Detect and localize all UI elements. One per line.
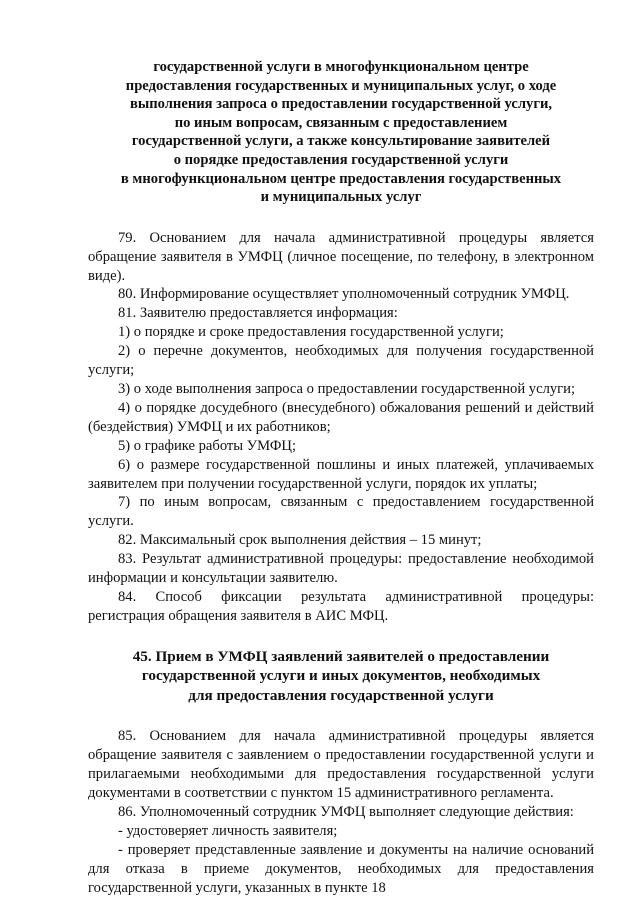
heading-line: о порядке предоставления государственной услуги	[173, 151, 509, 168]
paragraph-80: 80. Информирование осуществляет уполномоченный сотрудник УМФЦ.	[118, 286, 570, 303]
paragraph-86: 86. Уполномоченный сотрудник УМФЦ выполняет следующие действия:	[118, 803, 574, 820]
heading-line: выполнения запроса о предоставлении государственной услуги,	[129, 96, 553, 113]
heading-line: государственной услуги, а также консультирование заявителей	[131, 133, 551, 150]
document-page	[88, 58, 594, 897]
info-list-item: 3) о ходе выполнения запроса о предоставлении государственной услуги;	[118, 381, 576, 397]
action-list-item: - удостоверяет личность заявителя;	[118, 822, 338, 839]
heading-line: предоставления государственных и муниципальных услуг, о ходе	[125, 77, 557, 94]
section-heading-consultation	[88, 58, 594, 207]
paragraph-83: 83. Результат административной процедуры: предоставление необходимой информации и консультации заявителю.	[88, 551, 594, 587]
heading-line: для предоставления государственной услуги	[188, 686, 494, 704]
paragraph-85: 85. Основанием для начала административной процедуры является обращение заявителя с заявлением о предоставлении государственной услуги и прилагаемыми необходимыми для предоставления государственной услуги документами в соответствии с пунктом 15 административного регламента.	[88, 728, 594, 801]
heading-line: и муниципальных услуг	[260, 189, 422, 206]
info-list-item: 7) по иным вопросам, связанным с предоставлением государственной услуги.	[88, 494, 594, 530]
info-list-item: 6) о размере государственной пошлины и иных платежей, уплачиваемых заявителем при получении государственной услуги, порядок их уплаты;	[88, 456, 594, 492]
paragraph-79: 79. Основанием для начала административной процедуры является обращение заявителя в УМФЦ (личное посещение, по телефону, в электронном виде).	[88, 229, 594, 284]
heading-line: государственной услуги и иных документов, необходимых	[141, 667, 541, 685]
paragraph-84: 84. Способ фиксации результата административной процедуры: регистрация обращения заявителя в АИС МФЦ.	[88, 588, 594, 624]
info-list-item: 1) о порядке и сроке предоставления государственной услуги;	[118, 324, 504, 341]
heading-line: по иным вопросам, связанным с предоставлением	[174, 114, 508, 131]
info-list-item: 2) о перечне документов, необходимых для получения государственной услуги;	[88, 343, 594, 379]
heading-line: 45. Прием в УМФЦ заявлений заявителей о предоставлении	[132, 647, 550, 665]
paragraph-82: 82. Максимальный срок выполнения действия – 15 минут;	[118, 532, 482, 549]
heading-line: в многофункциональном центре предоставления государственных	[120, 170, 562, 187]
info-list-item: 4) о порядке досудебного (внесудебного) обжалования решений и действий (бездействия) УМФЦ и их работников;	[88, 399, 594, 435]
paragraph-81: 81. Заявителю предоставляется информация:	[118, 305, 398, 322]
info-list-item: 5) о графике работы УМФЦ;	[118, 437, 297, 454]
section-heading-45	[88, 647, 594, 706]
heading-line: государственной услуги в многофункциональном центре	[153, 59, 529, 75]
action-list-item: - проверяет представленные заявление и документы на наличие оснований для отказа в приеме документов, необходимых для предоставления государственной услуги, указанных в пункте 18	[88, 841, 594, 896]
